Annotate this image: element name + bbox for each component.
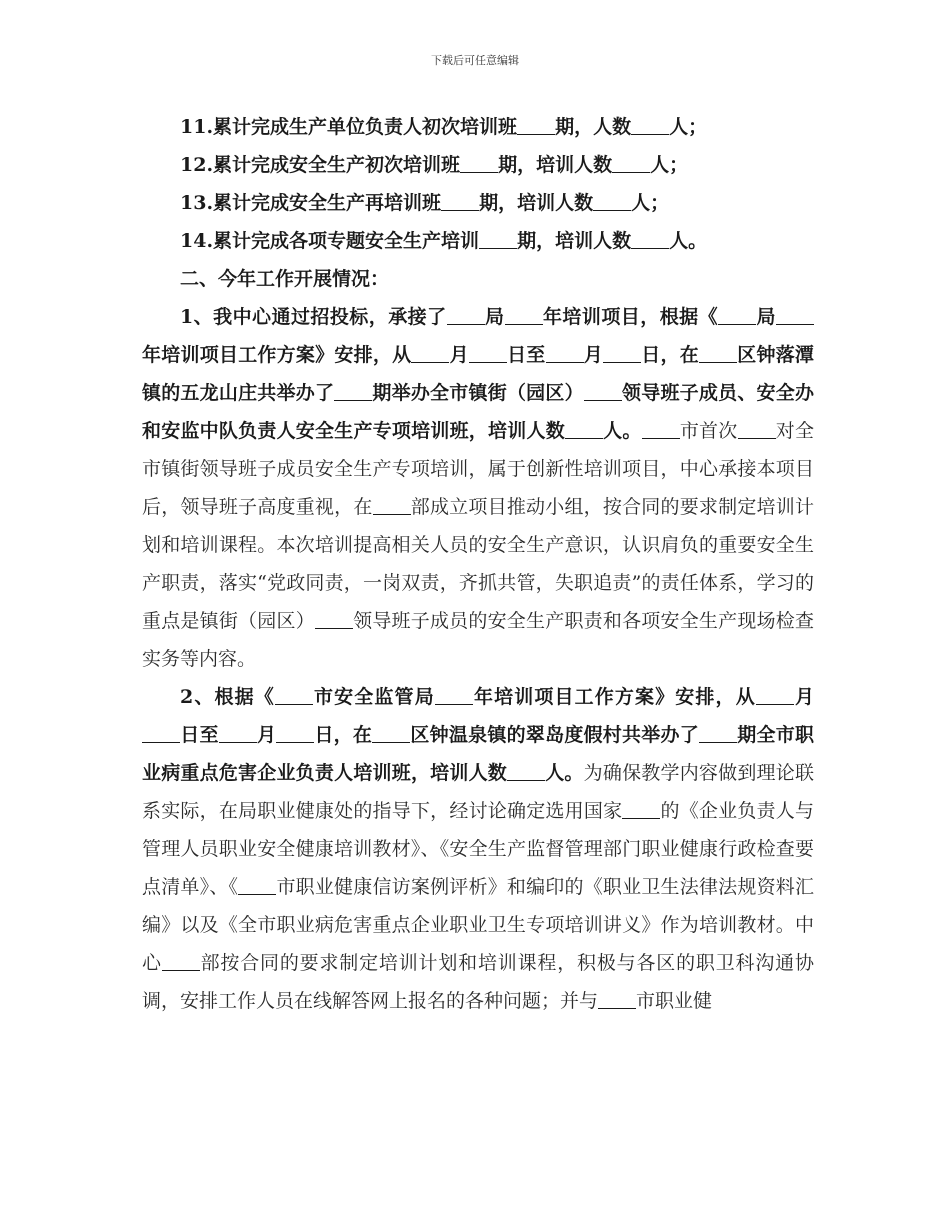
blank-field — [631, 229, 669, 249]
blank-field — [593, 191, 631, 211]
page-header: 下载后可任意编辑 — [431, 54, 519, 67]
paragraph-1: 1、我中心通过招投标，承接了 局 年培训项目，根据《 局年培训项目工作方案》安排，从 月 日至 月 日，在 区钟落潭镇的五龙山庄共举办了 期举办全市镇街（园区） 领导班子成员、安全办和安监中队负责人安全生产专项培训班，培训人数 人。 市首次 对全市镇街领导班子成员安全生产专项培训，属于创新性培训项目，中心承接本项目后，领导班子高度重视，在 部成立项目推动小组，按合同的要求制定培训计划和培训课程。本次培训提高相关人员的安全生产意识，认识肩负的重要安全生产职责，落实“党政同责，一岗双责，齐抓共管，失职追责”的责任体系，学习的重点是镇街（园区） 领导班子成员的安全生产职责和各项安全生产现场检查实务等内容。 — [142, 306, 814, 670]
blank-field — [517, 115, 555, 135]
item-14: 14.累计完成各项专题安全生产培训 期，培训人数 人。 — [180, 230, 708, 252]
document-body — [142, 108, 814, 1020]
item-13: 13.累计完成安全生产再培训班 期，培训人数 人； — [180, 192, 670, 214]
blank-field — [441, 191, 479, 211]
item-11: 11.累计完成生产单位负责人初次培训班 期，人数 人； — [180, 116, 708, 138]
blank-field — [460, 153, 498, 173]
blank-field — [612, 153, 650, 173]
item-12: 12.累计完成安全生产初次培训班 期，培训人数 人； — [180, 154, 689, 176]
section-title: 二、今年工作开展情况： — [180, 268, 390, 290]
blank-field — [631, 115, 669, 135]
paragraph-2: 2、根据《 市安全监管局 年培训项目工作方案》安排，从 月日至 月 日，在 区钟温泉镇的翠岛度假村共举办了 期全市职业病重点危害企业负责人培训班，培训人数 人。为确保教学内容做到理论联系实际，在局职业健康处的指导下，经讨论确定选用国家 的《企业负责人与管理人员职业安全健康培训教材》、《安全生产监督管理部门职业健康行政检查要点清单》、《 市职业健康信访案例评析》和编印的《职业卫生法律法规资料汇编》以及《全市职业病危害重点企业职业卫生专项培训讲义》作为培训教材。中心 部按合同的要求制定培训计划和培训课程，积极与各区的职卫科沟通协调，安排工作人员在线解答网上报名的各种问题；并与 市职业健 — [142, 686, 814, 1012]
blank-field — [479, 229, 517, 249]
